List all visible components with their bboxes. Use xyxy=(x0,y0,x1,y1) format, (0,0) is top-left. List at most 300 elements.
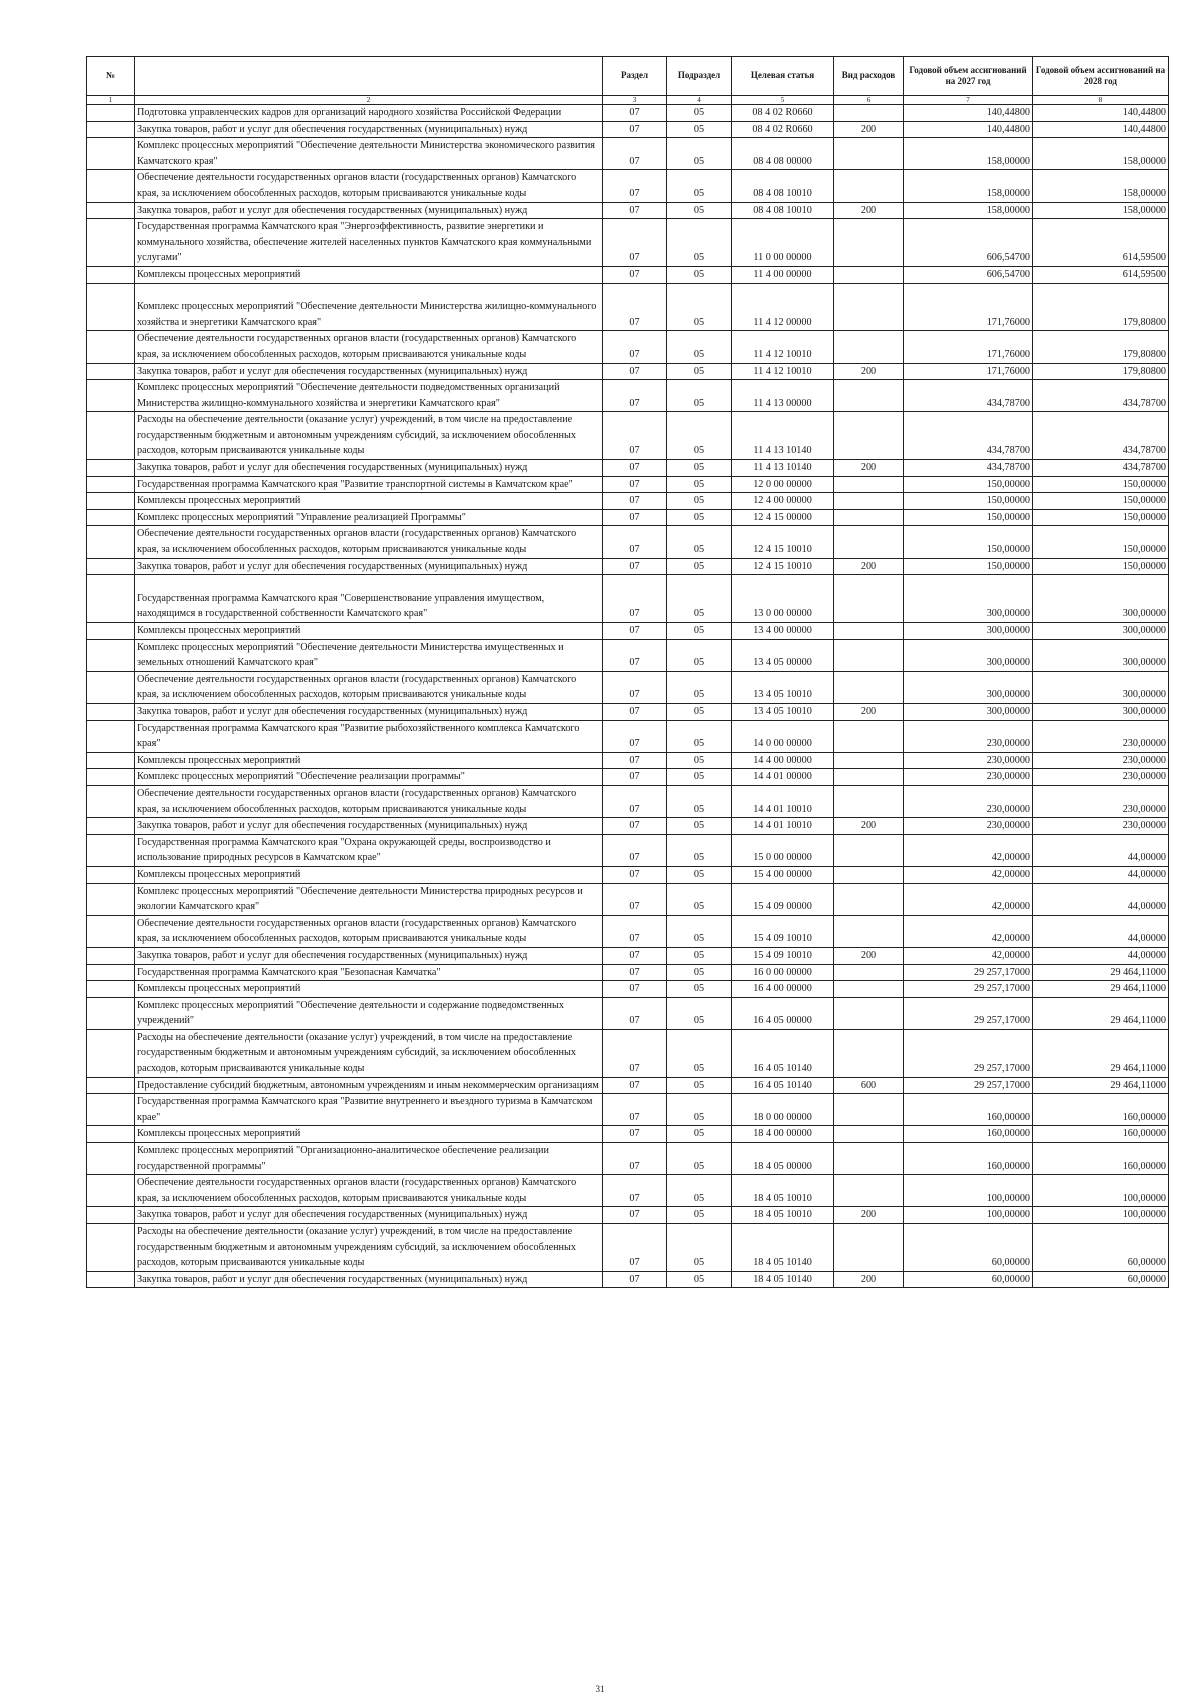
table-row xyxy=(87,575,1169,623)
row-2028: 230,00000 xyxy=(1033,720,1169,752)
column-number: 3 xyxy=(603,96,667,105)
row-razdel: 07 xyxy=(603,704,667,721)
row-2028: 150,00000 xyxy=(1033,526,1169,558)
row-2027: 230,00000 xyxy=(904,818,1033,835)
row-num xyxy=(87,460,135,477)
row-name: Государственная программа Камчатского края "Развитие внутреннего и въездного туризма в Камчатском крае" xyxy=(135,1094,603,1126)
row-target: 16 4 05 00000 xyxy=(732,997,834,1029)
row-2027: 42,00000 xyxy=(904,883,1033,915)
row-2028: 434,78700 xyxy=(1033,380,1169,412)
row-razdel: 07 xyxy=(603,266,667,283)
row-num xyxy=(87,266,135,283)
row-2027: 160,00000 xyxy=(904,1143,1033,1175)
row-vid xyxy=(834,493,904,510)
row-2028: 300,00000 xyxy=(1033,575,1169,623)
row-target: 14 4 00 00000 xyxy=(732,752,834,769)
row-2028: 230,00000 xyxy=(1033,818,1169,835)
row-2027: 160,00000 xyxy=(904,1126,1033,1143)
row-2027: 230,00000 xyxy=(904,752,1033,769)
row-podrazdel: 05 xyxy=(667,526,732,558)
row-2028: 158,00000 xyxy=(1033,202,1169,219)
row-2027: 150,00000 xyxy=(904,558,1033,575)
row-podrazdel: 05 xyxy=(667,639,732,671)
table-row xyxy=(87,1126,1169,1143)
row-vid xyxy=(834,623,904,640)
table-row xyxy=(87,1143,1169,1175)
row-vid: 200 xyxy=(834,121,904,138)
column-number: 1 xyxy=(87,96,135,105)
row-vid xyxy=(834,671,904,703)
row-num xyxy=(87,412,135,460)
table-row xyxy=(87,266,1169,283)
table-row xyxy=(87,639,1169,671)
table-row xyxy=(87,509,1169,526)
row-name: Комплексы процессных мероприятий xyxy=(135,866,603,883)
table-row xyxy=(87,105,1169,122)
row-podrazdel: 05 xyxy=(667,720,732,752)
row-podrazdel: 05 xyxy=(667,380,732,412)
row-podrazdel: 05 xyxy=(667,412,732,460)
row-2027: 60,00000 xyxy=(904,1271,1033,1288)
row-num xyxy=(87,526,135,558)
row-target: 13 4 05 00000 xyxy=(732,639,834,671)
header-2027: Годовой объем ассигнований на 2027 год xyxy=(904,57,1033,96)
table-row xyxy=(87,331,1169,363)
row-vid: 200 xyxy=(834,704,904,721)
row-2028: 44,00000 xyxy=(1033,834,1169,866)
table-row xyxy=(87,1224,1169,1272)
column-number: 2 xyxy=(135,96,603,105)
row-name: Обеспечение деятельности государственных органов власти (государственных органов) Камчатского края, за исключением обособленных расходов, которым присваиваются уникальные коды xyxy=(135,915,603,947)
row-vid xyxy=(834,639,904,671)
row-podrazdel: 05 xyxy=(667,1224,732,1272)
row-num xyxy=(87,202,135,219)
row-target: 15 4 09 10010 xyxy=(732,947,834,964)
row-num xyxy=(87,1207,135,1224)
table-row xyxy=(87,818,1169,835)
row-name: Расходы на обеспечение деятельности (оказание услуг) учреждений, в том числе на предоставление государственным бюджетным и автономным учреждениям субсидий, за исключением обособленных расходов, которым присваиваются уникальные коды xyxy=(135,1029,603,1077)
row-num xyxy=(87,818,135,835)
row-target: 11 4 13 00000 xyxy=(732,380,834,412)
row-target: 13 4 05 10010 xyxy=(732,704,834,721)
row-razdel: 07 xyxy=(603,380,667,412)
budget-table xyxy=(86,56,1169,1288)
row-2028: 434,78700 xyxy=(1033,460,1169,477)
row-name: Комплекс процессных мероприятий "Обеспечение деятельности и содержание подведомственных учреждений" xyxy=(135,997,603,1029)
row-razdel: 07 xyxy=(603,915,667,947)
row-razdel: 07 xyxy=(603,1175,667,1207)
row-num xyxy=(87,1126,135,1143)
row-target: 13 0 00 00000 xyxy=(732,575,834,623)
row-name: Закупка товаров, работ и услуг для обеспечения государственных (муниципальных) нужд xyxy=(135,1271,603,1288)
row-2027: 606,54700 xyxy=(904,266,1033,283)
row-2027: 140,44800 xyxy=(904,105,1033,122)
row-podrazdel: 05 xyxy=(667,671,732,703)
row-2028: 300,00000 xyxy=(1033,623,1169,640)
row-name: Закупка товаров, работ и услуг для обеспечения государственных (муниципальных) нужд xyxy=(135,947,603,964)
row-target: 18 0 00 00000 xyxy=(732,1094,834,1126)
row-podrazdel: 05 xyxy=(667,818,732,835)
row-num xyxy=(87,121,135,138)
row-vid xyxy=(834,138,904,170)
column-numbers-row xyxy=(87,96,1169,105)
table-row xyxy=(87,476,1169,493)
row-num xyxy=(87,947,135,964)
row-num xyxy=(87,639,135,671)
row-vid xyxy=(834,720,904,752)
row-name: Комплекс процессных мероприятий "Обеспечение деятельности Министерства жилищно-коммунального хозяйства и энергетики Камчатского края" xyxy=(135,283,603,331)
row-2027: 160,00000 xyxy=(904,1094,1033,1126)
row-razdel: 07 xyxy=(603,1029,667,1077)
row-target: 14 4 01 10010 xyxy=(732,785,834,817)
row-razdel: 07 xyxy=(603,331,667,363)
row-razdel: 07 xyxy=(603,964,667,981)
row-name: Государственная программа Камчатского края "Охрана окружающей среды, воспроизводство и использование природных ресурсов в Камчатском крае" xyxy=(135,834,603,866)
row-2028: 614,59500 xyxy=(1033,266,1169,283)
row-target: 16 4 00 00000 xyxy=(732,981,834,998)
row-podrazdel: 05 xyxy=(667,1077,732,1094)
table-row xyxy=(87,283,1169,331)
row-target: 15 4 09 00000 xyxy=(732,883,834,915)
row-2028: 44,00000 xyxy=(1033,947,1169,964)
row-num xyxy=(87,997,135,1029)
row-num xyxy=(87,704,135,721)
row-name: Обеспечение деятельности государственных органов власти (государственных органов) Камчатского края, за исключением обособленных расходов, которым присваиваются уникальные коды xyxy=(135,331,603,363)
row-name: Государственная программа Камчатского края "Совершенствование управления имуществом, находящимся в государственной собственности Камчатского края" xyxy=(135,575,603,623)
row-name: Комплекс процессных мероприятий "Обеспечение деятельности подведомственных организаций Министерства жилищно-коммунального хозяйства и энергетики Камчатского края" xyxy=(135,380,603,412)
table-row xyxy=(87,769,1169,786)
row-name: Подготовка управленческих кадров для организаций народного хозяйства Российской Федерации xyxy=(135,105,603,122)
row-razdel: 07 xyxy=(603,671,667,703)
row-target: 14 0 00 00000 xyxy=(732,720,834,752)
row-podrazdel: 05 xyxy=(667,964,732,981)
row-razdel: 07 xyxy=(603,412,667,460)
row-razdel: 07 xyxy=(603,752,667,769)
row-2027: 230,00000 xyxy=(904,720,1033,752)
row-2028: 29 464,11000 xyxy=(1033,1029,1169,1077)
row-name: Расходы на обеспечение деятельности (оказание услуг) учреждений, в том числе на предоставление государственным бюджетным и автономным учреждениям субсидий, за исключением обособленных расходов, которым присваиваются уникальные коды xyxy=(135,412,603,460)
row-podrazdel: 05 xyxy=(667,915,732,947)
table-row xyxy=(87,1094,1169,1126)
row-razdel: 07 xyxy=(603,866,667,883)
row-target: 18 4 05 10010 xyxy=(732,1175,834,1207)
table-row xyxy=(87,526,1169,558)
row-name: Комплексы процессных мероприятий xyxy=(135,1126,603,1143)
row-num xyxy=(87,785,135,817)
row-target: 18 4 00 00000 xyxy=(732,1126,834,1143)
table-row xyxy=(87,915,1169,947)
row-razdel: 07 xyxy=(603,283,667,331)
row-razdel: 07 xyxy=(603,575,667,623)
row-2027: 606,54700 xyxy=(904,219,1033,267)
row-2027: 171,76000 xyxy=(904,331,1033,363)
row-vid xyxy=(834,997,904,1029)
row-vid xyxy=(834,219,904,267)
row-2027: 434,78700 xyxy=(904,412,1033,460)
row-name: Закупка товаров, работ и услуг для обеспечения государственных (муниципальных) нужд xyxy=(135,558,603,575)
row-podrazdel: 05 xyxy=(667,883,732,915)
row-razdel: 07 xyxy=(603,105,667,122)
row-podrazdel: 05 xyxy=(667,202,732,219)
row-vid xyxy=(834,785,904,817)
row-2027: 158,00000 xyxy=(904,170,1033,202)
row-vid xyxy=(834,526,904,558)
row-vid xyxy=(834,1126,904,1143)
header-razdel: Раздел xyxy=(603,57,667,96)
row-name: Обеспечение деятельности государственных органов власти (государственных органов) Камчатского края, за исключением обособленных расходов, которым присваиваются уникальные коды xyxy=(135,170,603,202)
header-vid: Вид расходов xyxy=(834,57,904,96)
row-2027: 434,78700 xyxy=(904,380,1033,412)
row-razdel: 07 xyxy=(603,947,667,964)
row-razdel: 07 xyxy=(603,138,667,170)
row-target: 08 4 02 R0660 xyxy=(732,105,834,122)
row-num xyxy=(87,981,135,998)
row-podrazdel: 05 xyxy=(667,493,732,510)
table-row xyxy=(87,964,1169,981)
row-num xyxy=(87,105,135,122)
table-row xyxy=(87,1077,1169,1094)
row-2027: 171,76000 xyxy=(904,363,1033,380)
row-razdel: 07 xyxy=(603,1207,667,1224)
row-2027: 150,00000 xyxy=(904,493,1033,510)
row-name: Государственная программа Камчатского края "Развитие рыбохозяйственного комплекса Камчатского края" xyxy=(135,720,603,752)
row-num xyxy=(87,1077,135,1094)
row-razdel: 07 xyxy=(603,1077,667,1094)
row-target: 11 4 12 10010 xyxy=(732,331,834,363)
row-2027: 150,00000 xyxy=(904,476,1033,493)
table-row xyxy=(87,997,1169,1029)
row-2027: 29 257,17000 xyxy=(904,981,1033,998)
row-2028: 179,80800 xyxy=(1033,331,1169,363)
header-name xyxy=(135,57,603,96)
row-num xyxy=(87,915,135,947)
row-2027: 42,00000 xyxy=(904,947,1033,964)
row-num xyxy=(87,964,135,981)
row-podrazdel: 05 xyxy=(667,997,732,1029)
row-razdel: 07 xyxy=(603,1143,667,1175)
row-2028: 44,00000 xyxy=(1033,866,1169,883)
row-target: 08 4 08 10010 xyxy=(732,170,834,202)
row-name: Государственная программа Камчатского края "Развитие транспортной системы в Камчатском крае" xyxy=(135,476,603,493)
page-number: 31 xyxy=(595,1684,605,1694)
row-2028: 230,00000 xyxy=(1033,785,1169,817)
row-vid: 200 xyxy=(834,1207,904,1224)
table-row xyxy=(87,785,1169,817)
row-podrazdel: 05 xyxy=(667,1175,732,1207)
row-razdel: 07 xyxy=(603,509,667,526)
row-podrazdel: 05 xyxy=(667,1207,732,1224)
row-vid: 200 xyxy=(834,363,904,380)
row-vid xyxy=(834,283,904,331)
row-razdel: 07 xyxy=(603,639,667,671)
row-2027: 150,00000 xyxy=(904,526,1033,558)
row-vid xyxy=(834,769,904,786)
row-razdel: 07 xyxy=(603,1094,667,1126)
row-name: Закупка товаров, работ и услуг для обеспечения государственных (муниципальных) нужд xyxy=(135,202,603,219)
row-vid xyxy=(834,575,904,623)
row-2027: 42,00000 xyxy=(904,915,1033,947)
row-2028: 60,00000 xyxy=(1033,1271,1169,1288)
column-number: 4 xyxy=(667,96,732,105)
table-row xyxy=(87,1175,1169,1207)
row-num xyxy=(87,1271,135,1288)
row-razdel: 07 xyxy=(603,202,667,219)
table-row xyxy=(87,866,1169,883)
row-razdel: 07 xyxy=(603,1126,667,1143)
table-body xyxy=(87,105,1169,1288)
table-row xyxy=(87,558,1169,575)
row-num xyxy=(87,883,135,915)
row-name: Предоставление субсидий бюджетным, автономным учреждениям и иным некоммерческим организациям xyxy=(135,1077,603,1094)
row-2027: 100,00000 xyxy=(904,1175,1033,1207)
table-row xyxy=(87,883,1169,915)
row-razdel: 07 xyxy=(603,769,667,786)
row-target: 14 4 01 00000 xyxy=(732,769,834,786)
row-2028: 230,00000 xyxy=(1033,769,1169,786)
row-num xyxy=(87,1175,135,1207)
row-vid xyxy=(834,412,904,460)
row-2028: 60,00000 xyxy=(1033,1224,1169,1272)
table-header-row xyxy=(87,57,1169,96)
row-name: Комплексы процессных мероприятий xyxy=(135,266,603,283)
row-vid xyxy=(834,883,904,915)
row-podrazdel: 05 xyxy=(667,1271,732,1288)
table-row xyxy=(87,219,1169,267)
row-num xyxy=(87,476,135,493)
row-name: Комплексы процессных мероприятий xyxy=(135,493,603,510)
row-2028: 44,00000 xyxy=(1033,883,1169,915)
row-2028: 150,00000 xyxy=(1033,558,1169,575)
row-razdel: 07 xyxy=(603,460,667,477)
row-podrazdel: 05 xyxy=(667,363,732,380)
row-razdel: 07 xyxy=(603,121,667,138)
row-target: 11 4 13 10140 xyxy=(732,412,834,460)
row-vid xyxy=(834,866,904,883)
row-2028: 179,80800 xyxy=(1033,283,1169,331)
row-razdel: 07 xyxy=(603,883,667,915)
row-num xyxy=(87,493,135,510)
row-podrazdel: 05 xyxy=(667,769,732,786)
row-2028: 230,00000 xyxy=(1033,752,1169,769)
row-num xyxy=(87,1094,135,1126)
row-podrazdel: 05 xyxy=(667,138,732,170)
row-2027: 300,00000 xyxy=(904,704,1033,721)
row-vid xyxy=(834,476,904,493)
row-num xyxy=(87,363,135,380)
row-2028: 160,00000 xyxy=(1033,1143,1169,1175)
row-num xyxy=(87,509,135,526)
row-2028: 150,00000 xyxy=(1033,476,1169,493)
row-2027: 42,00000 xyxy=(904,834,1033,866)
row-2027: 158,00000 xyxy=(904,138,1033,170)
row-target: 18 4 05 10010 xyxy=(732,1207,834,1224)
row-num xyxy=(87,720,135,752)
row-vid xyxy=(834,834,904,866)
row-podrazdel: 05 xyxy=(667,170,732,202)
row-target: 13 4 05 10010 xyxy=(732,671,834,703)
row-2027: 100,00000 xyxy=(904,1207,1033,1224)
row-vid xyxy=(834,1224,904,1272)
row-2028: 434,78700 xyxy=(1033,412,1169,460)
row-2028: 140,44800 xyxy=(1033,121,1169,138)
row-vid: 600 xyxy=(834,1077,904,1094)
row-target: 11 4 00 00000 xyxy=(732,266,834,283)
row-name: Закупка товаров, работ и услуг для обеспечения государственных (муниципальных) нужд xyxy=(135,121,603,138)
row-razdel: 07 xyxy=(603,834,667,866)
row-podrazdel: 05 xyxy=(667,704,732,721)
row-vid xyxy=(834,964,904,981)
row-num xyxy=(87,834,135,866)
header-target: Целевая статья xyxy=(732,57,834,96)
column-number: 5 xyxy=(732,96,834,105)
column-number: 7 xyxy=(904,96,1033,105)
row-num xyxy=(87,1224,135,1272)
table-row xyxy=(87,460,1169,477)
row-name: Обеспечение деятельности государственных органов власти (государственных органов) Камчатского края, за исключением обособленных расходов, которым присваиваются уникальные коды xyxy=(135,1175,603,1207)
row-razdel: 07 xyxy=(603,1271,667,1288)
row-2028: 150,00000 xyxy=(1033,509,1169,526)
table-row xyxy=(87,493,1169,510)
row-razdel: 07 xyxy=(603,526,667,558)
row-num xyxy=(87,138,135,170)
row-name: Государственная программа Камчатского края "Безопасная Камчатка" xyxy=(135,964,603,981)
table-row xyxy=(87,380,1169,412)
row-num xyxy=(87,1143,135,1175)
row-vid xyxy=(834,509,904,526)
row-2027: 230,00000 xyxy=(904,785,1033,817)
row-2027: 42,00000 xyxy=(904,866,1033,883)
row-target: 16 4 05 10140 xyxy=(732,1029,834,1077)
table-row xyxy=(87,170,1169,202)
row-name: Обеспечение деятельности государственных органов власти (государственных органов) Камчатского края, за исключением обособленных расходов, которым присваиваются уникальные коды xyxy=(135,671,603,703)
row-2028: 300,00000 xyxy=(1033,639,1169,671)
row-2027: 29 257,17000 xyxy=(904,1077,1033,1094)
row-target: 18 4 05 10140 xyxy=(732,1271,834,1288)
row-name: Комплекс процессных мероприятий "Организационно-аналитическое обеспечение реализации государственной программы" xyxy=(135,1143,603,1175)
row-2027: 300,00000 xyxy=(904,623,1033,640)
row-2027: 158,00000 xyxy=(904,202,1033,219)
row-podrazdel: 05 xyxy=(667,105,732,122)
table-row xyxy=(87,623,1169,640)
row-podrazdel: 05 xyxy=(667,947,732,964)
table-row xyxy=(87,121,1169,138)
row-podrazdel: 05 xyxy=(667,476,732,493)
row-num xyxy=(87,866,135,883)
row-podrazdel: 05 xyxy=(667,623,732,640)
row-target: 15 4 00 00000 xyxy=(732,866,834,883)
row-name: Комплекс процессных мероприятий "Управление реализацией Программы" xyxy=(135,509,603,526)
row-target: 12 4 00 00000 xyxy=(732,493,834,510)
header-2028: Годовой объем ассигнований на 2028 год xyxy=(1033,57,1169,96)
row-razdel: 07 xyxy=(603,219,667,267)
row-razdel: 07 xyxy=(603,1224,667,1272)
row-2028: 179,80800 xyxy=(1033,363,1169,380)
table-row xyxy=(87,720,1169,752)
row-razdel: 07 xyxy=(603,476,667,493)
row-podrazdel: 05 xyxy=(667,121,732,138)
row-vid xyxy=(834,105,904,122)
row-podrazdel: 05 xyxy=(667,575,732,623)
row-vid xyxy=(834,981,904,998)
row-vid: 200 xyxy=(834,818,904,835)
row-podrazdel: 05 xyxy=(667,866,732,883)
row-name: Комплексы процессных мероприятий xyxy=(135,752,603,769)
table-row xyxy=(87,363,1169,380)
table-row xyxy=(87,412,1169,460)
row-num xyxy=(87,1029,135,1077)
row-num xyxy=(87,752,135,769)
row-razdel: 07 xyxy=(603,720,667,752)
